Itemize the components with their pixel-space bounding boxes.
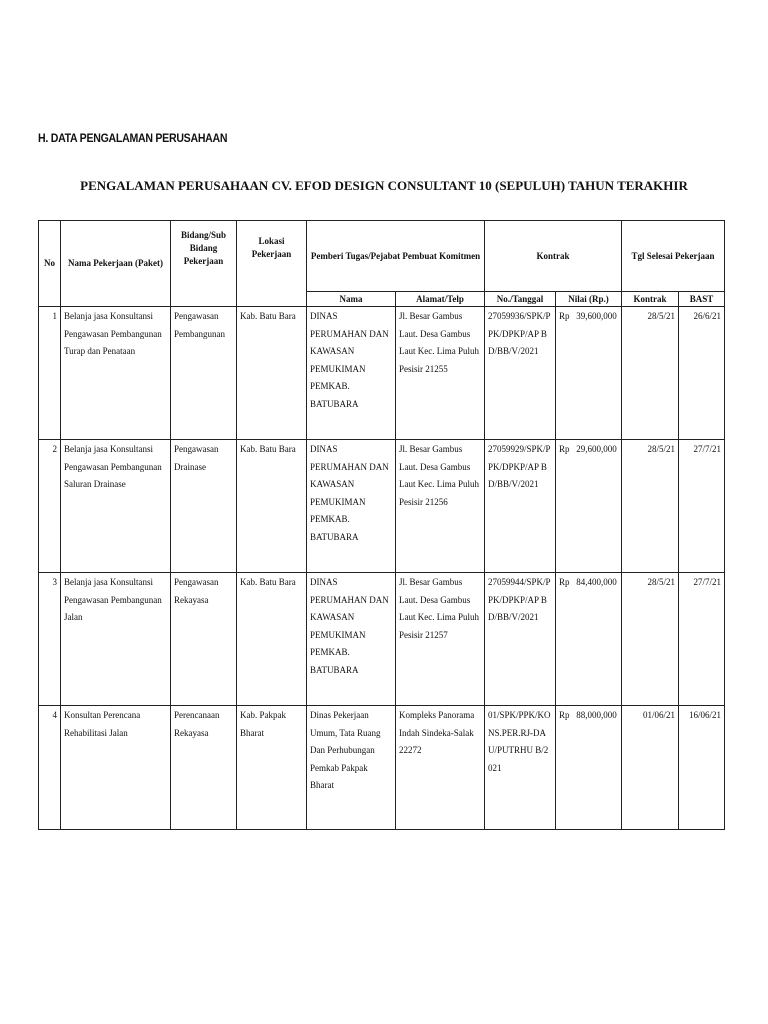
cell-lokasi: Kab. Pakpak Bharat — [237, 706, 307, 830]
cell-kontrak: 28/5/21 — [622, 573, 679, 706]
cell-no-tanggal: 27059929/SPK/PPK/DPKP/AP BD/BB/V/2021 — [485, 440, 556, 573]
cell-no: 3 — [39, 573, 61, 706]
header-alamat: Alamat/Telp — [396, 292, 485, 307]
cell-bast: 27/7/21 — [679, 440, 725, 573]
cell-kontrak: 28/5/21 — [622, 307, 679, 440]
cell-kontrak: 28/5/21 — [622, 440, 679, 573]
cell-alamat: Kompleks Panorama Indah Sindeka-Salak 22272 — [396, 706, 485, 830]
header-no: No — [39, 221, 61, 307]
cell-no: 4 — [39, 706, 61, 830]
table-row — [39, 307, 725, 440]
section-heading: H. DATA PENGALAMAN PERUSAHAAN — [38, 131, 228, 145]
cell-lokasi: Kab. Batu Bara — [237, 307, 307, 440]
cell-no-tanggal: 27059944/SPK/PPK/DPKP/AP BD/BB/V/2021 — [485, 573, 556, 706]
experience-table — [38, 220, 725, 830]
cell-nama: DINAS PERUMAHAN DAN KAWASAN PEMUKIMAN PEMKAB. BATUBARA — [307, 307, 396, 440]
table-row — [39, 440, 725, 573]
cell-lokasi: Kab. Batu Bara — [237, 573, 307, 706]
cell-nilai: Rp 84,400,000 — [556, 573, 622, 706]
cell-nilai: Rp 39,600,000 — [556, 307, 622, 440]
cell-alamat: Jl. Besar Gambus Laut. Desa Gambus Laut Kec. Lima Puluh Pesisir 21255 — [396, 307, 485, 440]
cell-no: 2 — [39, 440, 61, 573]
cell-nilai: Rp 29,600,000 — [556, 440, 622, 573]
header-nama: Nama — [307, 292, 396, 307]
cell-pekerjaan: Belanja jasa Konsultansi Pengawasan Pembangunan Jalan — [61, 573, 171, 706]
header-nama-pekerjaan: Nama Pekerjaan (Paket) — [61, 221, 171, 307]
cell-pekerjaan: Belanja jasa Konsultansi Pengawasan Pembangunan Turap dan Penataan — [61, 307, 171, 440]
cell-bidang: Pengawasan Rekayasa — [171, 573, 237, 706]
cell-nilai: Rp 88,000,000 — [556, 706, 622, 830]
table-row — [39, 706, 725, 830]
table-row — [39, 573, 725, 706]
header-lokasi: Lokasi Pekerjaan — [237, 221, 307, 307]
cell-nama: DINAS PERUMAHAN DAN KAWASAN PEMUKIMAN PEMKAB. BATUBARA — [307, 440, 396, 573]
cell-no: 1 — [39, 307, 61, 440]
page-title: PENGALAMAN PERUSAHAAN CV. EFOD DESIGN CONSULTANT 10 (SEPULUH) TAHUN TERAKHIR — [80, 178, 688, 193]
table-header-row — [39, 221, 725, 292]
cell-nama: DINAS PERUMAHAN DAN KAWASAN PEMUKIMAN PEMKAB. BATUBARA — [307, 573, 396, 706]
header-kontrak: Kontrak — [485, 221, 622, 292]
cell-bast: 27/7/21 — [679, 573, 725, 706]
cell-pekerjaan: Belanja jasa Konsultansi Pengawasan Pembangunan Saluran Drainase — [61, 440, 171, 573]
cell-alamat: Jl. Besar Gambus Laut. Desa Gambus Laut Kec. Lima Puluh Pesisir 21256 — [396, 440, 485, 573]
cell-bast: 26/6/21 — [679, 307, 725, 440]
cell-pekerjaan: Konsultan Perencana Rehabilitasi Jalan — [61, 706, 171, 830]
cell-bidang: Perencanaan Rekayasa — [171, 706, 237, 830]
cell-lokasi: Kab. Batu Bara — [237, 440, 307, 573]
header-bast: BAST — [679, 292, 725, 307]
header-no-tanggal: No./Tanggal — [485, 292, 556, 307]
header-nilai: Nilai (Rp.) — [556, 292, 622, 307]
header-tgl-kontrak: Kontrak — [622, 292, 679, 307]
cell-no-tanggal: 27059936/SPK/PPK/DPKP/AP BD/BB/V/2021 — [485, 307, 556, 440]
header-pemberi-tugas: Pemberi Tugas/Pejabat Pembuat Komitmen — [307, 221, 485, 292]
cell-alamat: Jl. Besar Gambus Laut. Desa Gambus Laut Kec. Lima Puluh Pesisir 21257 — [396, 573, 485, 706]
cell-kontrak: 01/06/21 — [622, 706, 679, 830]
header-bidang: Bidang/Sub Bidang Pekerjaan — [171, 221, 237, 307]
cell-nama: Dinas Pekerjaan Umum, Tata Ruang Dan Perhubungan Pemkab Pakpak Bharat — [307, 706, 396, 830]
cell-bidang: Pengawasan Drainase — [171, 440, 237, 573]
cell-bidang: Pengawasan Pembangunan — [171, 307, 237, 440]
cell-no-tanggal: 01/SPK/PPK/KONS.PER.RJ-DAU/PUTRHU B/2021 — [485, 706, 556, 830]
header-tgl-selesai: Tgl Selesai Pekerjaan — [622, 221, 725, 292]
cell-bast: 16/06/21 — [679, 706, 725, 830]
